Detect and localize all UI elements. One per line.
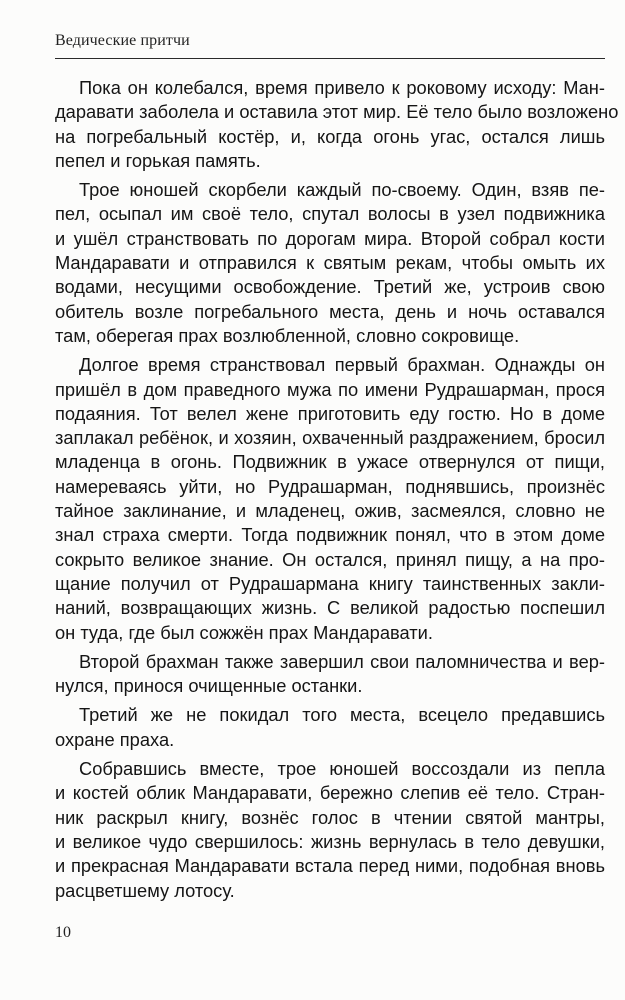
text-line: пел, осыпал им своё тело, спутал волосы в узел подвижника (55, 203, 605, 225)
text-line: наний, возвращающих жизнь. С великой радостью поспешил (55, 597, 605, 619)
paragraph (55, 757, 605, 903)
body-text (55, 76, 619, 908)
text-line: и великое чудо свершилось: жизнь вернулась в тело девушки, (55, 830, 605, 852)
running-head: Ведические притчи (55, 32, 190, 49)
text-line: расцветшему лотосу. (55, 879, 235, 901)
text-line: Долгое время странствовал первый брахман. Однажды он (79, 354, 605, 376)
text-line: и костей облик Мандаравати, бережно слепив её тело. Стран- (55, 782, 605, 804)
text-line: там, оберегая прах возлюбленной, словно сокровище. (55, 324, 520, 346)
text-line: охране праха. (55, 728, 175, 750)
text-line: ник раскрыл книгу, вознёс голос в чтении святой мантры, (55, 806, 605, 828)
paragraph (55, 650, 605, 699)
text-line: подаяния. Тот велел жене приготовить еду гостю. Но в доме (55, 402, 605, 424)
text-line: Трое юношей скорбели каждый по-своему. Один, взяв пе- (79, 179, 605, 201)
text-line: даравати заболела и оставила этот мир. Её тело было возложено (55, 101, 619, 123)
text-line: нулся, принося очищенные останки. (55, 675, 363, 697)
text-line: пепел и горькая память. (55, 149, 261, 171)
text-line: пришёл в дом праведного мужа по имени Рудрашарман, прося (55, 378, 605, 400)
text-line: водами, несущими освобождение. Третий же, устроив свою (55, 276, 605, 298)
text-line: и ушёл странствовать по дорогам мира. Второй собрал кости (55, 227, 605, 249)
text-line: Собравшись вместе, трое юношей воссоздали из пепла (79, 758, 605, 780)
text-line: знал страха смерти. Тогда подвижник понял, что в этом доме (55, 524, 605, 546)
paragraph (55, 353, 605, 645)
text-line: обитель возле погребального места, день и ночь оставался (55, 300, 605, 322)
text-line: младенца в огонь. Подвижник в ужасе отвернулся от пищи, (55, 451, 605, 473)
text-line: намереваясь уйти, но Рудрашарман, поднявшись, произнёс (55, 475, 605, 497)
text-line: и прекрасная Мандаравати встала перед ними, подобная вновь (55, 855, 605, 877)
text-line: щание получил от Рудрашармана книгу таинственных закли- (55, 572, 605, 594)
header-rule (55, 58, 605, 59)
text-line: Второй брахман также завершил свои паломничества и вер- (79, 650, 605, 672)
text-line: Третий же не покидал того места, всецело предавшись (79, 704, 605, 726)
text-line: он туда, где был сожжён прах Мандаравати. (55, 621, 433, 643)
text-line: сокрыто великое знание. Он остался, принял пищу, а на про- (55, 548, 605, 570)
text-line: на погребальный костёр, и, когда огонь угас, остался лишь (55, 125, 605, 147)
text-line: заплакал ребёнок, и хозяин, охваченный раздражением, бросил (55, 427, 605, 449)
text-line: Пока он колебался, время привело к роковому исходу: Ман- (79, 77, 605, 98)
paragraph (55, 178, 605, 348)
text-line: Мандаравати и отправился к святым рекам, чтобы омыть их (55, 252, 605, 274)
text-line: тайное заклинание, и младенец, ожив, засмеялся, словно не (55, 500, 605, 522)
paragraph (55, 76, 619, 173)
page-number: 10 (55, 924, 71, 941)
paragraph (55, 703, 605, 752)
